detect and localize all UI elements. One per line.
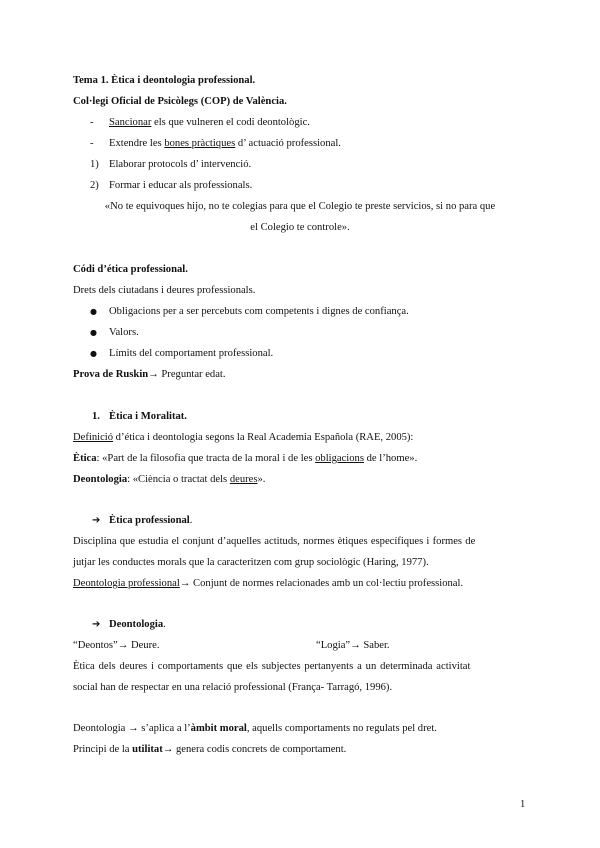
definition-text: → Conjunt de normes relacionades amb un col·lectiu professional. — [179, 578, 464, 589]
definition-text: d’ética i deontologia segons la Real Academia Española (RAE, 2005): — [113, 432, 414, 443]
list-emphasis: bones pràctiques — [164, 138, 236, 149]
paragraph: Drets dels ciutadans i deures professionals. — [73, 285, 256, 296]
definition-line — [73, 431, 413, 444]
list-text: Formar i educar als professionals. — [109, 180, 253, 191]
ruskin-label: Prova de Ruskin — [73, 369, 149, 380]
section-heading: Códi d’ética professional. — [73, 264, 188, 275]
document-title: Tema 1. Ètica i deontologia professional. — [73, 75, 256, 86]
bullet-icon: ● — [90, 349, 97, 358]
paragraph-line: social han de respectar en una relació professional (França- Tarragó, 1996). — [73, 682, 393, 693]
list-marker: - — [90, 117, 94, 128]
section-number: 1. — [92, 411, 100, 422]
term-emphasis: deures — [229, 474, 258, 485]
term-emphasis: obligacions — [315, 453, 364, 464]
page-number: 1 — [520, 799, 526, 810]
term-text: : «Ciència o tractat dels — [127, 474, 230, 485]
list-text: Obligacions per a ser percebuts com competents i dignes de confiança. — [109, 306, 409, 317]
quote-line-1: «No te equivoques hijo, no te colegias para que el Colegio te preste servicios, si no para que — [104, 201, 496, 212]
list-text: Extendre les — [109, 138, 165, 149]
term-text: de l’home». — [363, 453, 418, 464]
line-text: Principi de la — [73, 744, 133, 755]
definition-label: Deontologia professional — [73, 578, 180, 589]
quote-line-2: el Colegio te controle». — [250, 222, 350, 233]
etymology-logia: “Logia”→ Saber. — [316, 640, 390, 651]
list-text: Límits del comportament professional. — [109, 348, 274, 359]
paragraph-line: Ètica dels deures i comportaments que els subjectes pertanyents a un determinada activitat — [73, 661, 471, 672]
etica-definition — [73, 452, 417, 465]
list-emphasis: Sancionar — [109, 117, 152, 128]
ruskin-text: → Preguntar edat. — [148, 369, 226, 380]
paragraph-line: jutjar les conductes morals que la caracteritzen com grup sociològic (Haring, 1977). — [73, 557, 429, 568]
list-text: els que vulneren el codi deontològic. — [151, 117, 310, 128]
deontologia-definition — [73, 473, 265, 486]
arrow-icon: ➔ — [92, 515, 101, 526]
subsection-heading — [109, 618, 166, 631]
line-text: Deontologia → s’aplica a l’ — [73, 723, 191, 734]
list-marker: - — [90, 138, 94, 149]
list-text: Elaborar protocols d’ intervenció. — [109, 159, 252, 170]
term-label: Deontologia — [73, 474, 128, 485]
subsection-title: Deontologia — [109, 619, 164, 630]
document-subtitle: Col·legi Oficial de Psicòlegs (COP) de València. — [73, 96, 287, 107]
utilitat-line — [73, 743, 346, 756]
term-text: : «Part de la filosofia que tracta de la moral i de les — [96, 453, 316, 464]
arrow-icon: ➔ — [92, 619, 101, 630]
term-label: Ètica — [73, 453, 97, 464]
list-marker: 1) — [90, 159, 99, 170]
definition-line — [73, 577, 463, 590]
term-text: ». — [257, 474, 266, 485]
ambit-line — [73, 722, 437, 735]
line-text: → genera codis concrets de comportament. — [162, 744, 347, 755]
etymology-deontos: “Deontos”→ Deure. — [73, 640, 160, 651]
definition-label: Definició — [73, 432, 114, 443]
subsection-heading — [109, 514, 192, 527]
ruskin-line — [73, 368, 226, 381]
list-text: Valors. — [109, 327, 139, 338]
section-heading: Ètica i Moralitat. — [109, 411, 187, 422]
line-text: , aquells comportaments no regulats pel dret. — [246, 723, 437, 734]
bullet-icon: ● — [90, 328, 97, 337]
list-text: d’ actuació professional. — [235, 138, 341, 149]
bullet-icon: ● — [90, 307, 97, 316]
line-emphasis: utilitat — [132, 744, 163, 755]
heading-dot: . — [189, 515, 193, 526]
line-emphasis: àmbit moral — [190, 723, 247, 734]
heading-dot: . — [163, 619, 166, 630]
subsection-title: Ètica professional — [109, 515, 190, 526]
paragraph-line: Disciplina que estudia el conjunt d’aquelles actituds, normes ètiques específiques i formes de — [73, 536, 476, 547]
list-marker: 2) — [90, 180, 99, 191]
